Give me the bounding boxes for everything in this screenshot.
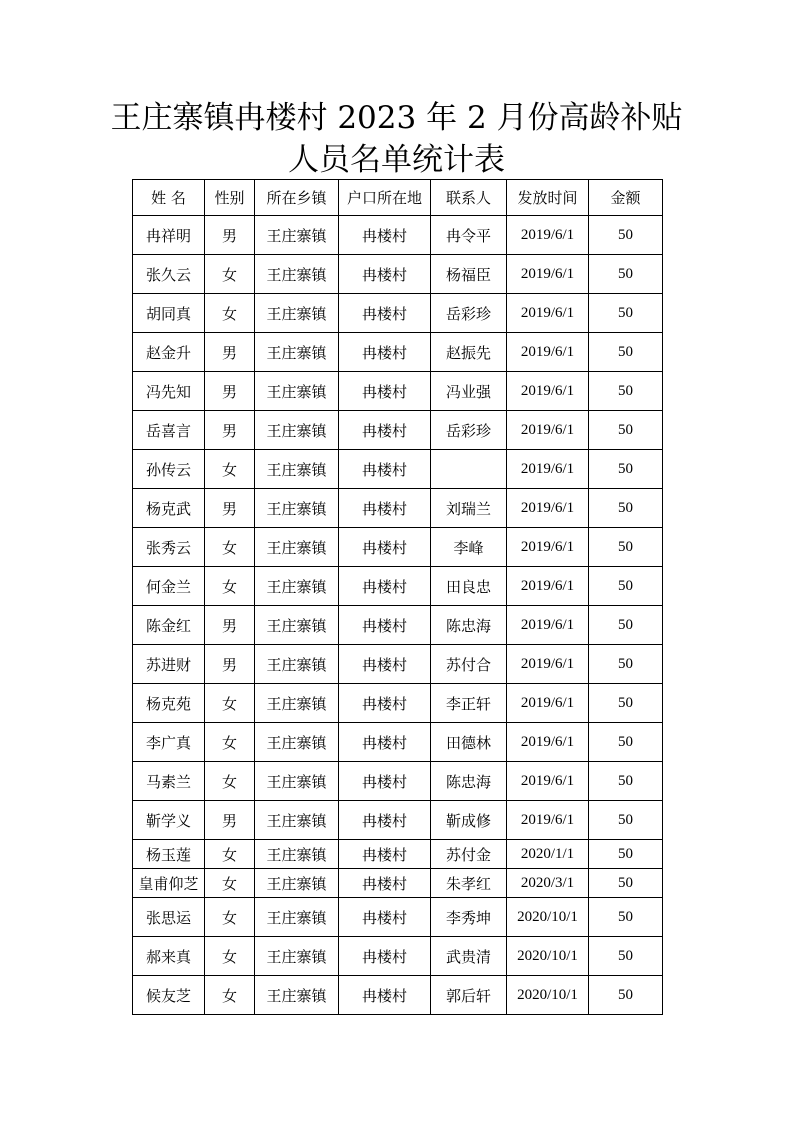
cell-contact-person: 岳彩珍 (431, 411, 507, 450)
cell-amount: 50 (589, 801, 663, 840)
cell-contact-person: 朱孝红 (431, 869, 507, 898)
cell-issue-date: 2019/6/1 (507, 372, 589, 411)
cell-township: 王庄寨镇 (255, 801, 339, 840)
cell-township: 王庄寨镇 (255, 450, 339, 489)
cell-gender: 女 (205, 840, 255, 869)
cell-amount: 50 (589, 762, 663, 801)
cell-contact-person: 李秀坤 (431, 898, 507, 937)
cell-amount: 50 (589, 333, 663, 372)
cell-amount: 50 (589, 937, 663, 976)
cell-gender: 女 (205, 937, 255, 976)
table-row (133, 645, 663, 684)
cell-issue-date: 2019/6/1 (507, 411, 589, 450)
cell-township: 王庄寨镇 (255, 294, 339, 333)
cell-gender: 男 (205, 372, 255, 411)
cell-household-registration: 冉楼村 (339, 294, 431, 333)
table-row (133, 869, 663, 898)
cell-name: 杨玉莲 (133, 840, 205, 869)
cell-contact-person: 苏付合 (431, 645, 507, 684)
cell-household-registration: 冉楼村 (339, 869, 431, 898)
cell-contact-person: 岳彩珍 (431, 294, 507, 333)
cell-amount: 50 (589, 645, 663, 684)
cell-gender: 女 (205, 869, 255, 898)
cell-household-registration: 冉楼村 (339, 216, 431, 255)
table-row (133, 216, 663, 255)
cell-gender: 男 (205, 216, 255, 255)
cell-household-registration: 冉楼村 (339, 372, 431, 411)
cell-township: 王庄寨镇 (255, 411, 339, 450)
cell-amount: 50 (589, 869, 663, 898)
cell-name: 杨克苑 (133, 684, 205, 723)
cell-contact-person: 郭后轩 (431, 976, 507, 1015)
header-household-registration: 户口所在地 (339, 180, 431, 216)
cell-contact-person: 赵振先 (431, 333, 507, 372)
cell-gender: 女 (205, 762, 255, 801)
cell-household-registration: 冉楼村 (339, 976, 431, 1015)
cell-contact-person: 陈忠海 (431, 606, 507, 645)
cell-amount: 50 (589, 976, 663, 1015)
cell-amount: 50 (589, 840, 663, 869)
cell-amount: 50 (589, 723, 663, 762)
cell-gender: 女 (205, 684, 255, 723)
table-row (133, 333, 663, 372)
cell-issue-date: 2019/6/1 (507, 489, 589, 528)
table-row (133, 450, 663, 489)
cell-issue-date: 2020/10/1 (507, 898, 589, 937)
cell-household-registration: 冉楼村 (339, 489, 431, 528)
cell-gender: 男 (205, 333, 255, 372)
cell-name: 岳喜言 (133, 411, 205, 450)
table-row (133, 762, 663, 801)
cell-gender: 男 (205, 801, 255, 840)
cell-name: 马素兰 (133, 762, 205, 801)
cell-household-registration: 冉楼村 (339, 801, 431, 840)
document-title-line-1: 王庄寨镇冉楼村 2023 年 2 月份高龄补贴 (110, 100, 683, 136)
table-row (133, 723, 663, 762)
cell-name: 杨克武 (133, 489, 205, 528)
cell-amount: 50 (589, 450, 663, 489)
cell-amount: 50 (589, 567, 663, 606)
table-row (133, 567, 663, 606)
table-row (133, 976, 663, 1015)
cell-household-registration: 冉楼村 (339, 762, 431, 801)
cell-amount: 50 (589, 255, 663, 294)
cell-gender: 女 (205, 976, 255, 1015)
table-row (133, 606, 663, 645)
cell-issue-date: 2019/6/1 (507, 645, 589, 684)
cell-household-registration: 冉楼村 (339, 450, 431, 489)
cell-contact-person: 田良忠 (431, 567, 507, 606)
cell-township: 王庄寨镇 (255, 645, 339, 684)
cell-issue-date: 2020/3/1 (507, 869, 589, 898)
cell-household-registration: 冉楼村 (339, 684, 431, 723)
table-row (133, 294, 663, 333)
table-row (133, 372, 663, 411)
cell-household-registration: 冉楼村 (339, 606, 431, 645)
table-row (133, 898, 663, 937)
cell-issue-date: 2019/6/1 (507, 801, 589, 840)
table-row (133, 489, 663, 528)
table-row (133, 411, 663, 450)
cell-household-registration: 冉楼村 (339, 411, 431, 450)
cell-name: 孙传云 (133, 450, 205, 489)
table-header-row (133, 180, 663, 216)
subsidy-roster-table (132, 179, 663, 1015)
cell-household-registration: 冉楼村 (339, 840, 431, 869)
cell-name: 张思运 (133, 898, 205, 937)
cell-household-registration: 冉楼村 (339, 898, 431, 937)
cell-amount: 50 (589, 528, 663, 567)
cell-household-registration: 冉楼村 (339, 723, 431, 762)
cell-gender: 男 (205, 645, 255, 684)
cell-amount: 50 (589, 372, 663, 411)
cell-gender: 女 (205, 255, 255, 294)
cell-contact-person: 靳成修 (431, 801, 507, 840)
cell-issue-date: 2020/1/1 (507, 840, 589, 869)
cell-amount: 50 (589, 898, 663, 937)
cell-contact-person: 陈忠海 (431, 762, 507, 801)
cell-gender: 女 (205, 528, 255, 567)
cell-name: 李广真 (133, 723, 205, 762)
header-township: 所在乡镇 (255, 180, 339, 216)
table-row (133, 684, 663, 723)
cell-household-registration: 冉楼村 (339, 255, 431, 294)
cell-township: 王庄寨镇 (255, 216, 339, 255)
cell-name: 苏进财 (133, 645, 205, 684)
cell-name: 张秀云 (133, 528, 205, 567)
cell-township: 王庄寨镇 (255, 840, 339, 869)
cell-household-registration: 冉楼村 (339, 528, 431, 567)
header-issue-date: 发放时间 (507, 180, 589, 216)
cell-household-registration: 冉楼村 (339, 645, 431, 684)
cell-name: 胡同真 (133, 294, 205, 333)
table-row (133, 801, 663, 840)
cell-township: 王庄寨镇 (255, 684, 339, 723)
cell-issue-date: 2020/10/1 (507, 976, 589, 1015)
cell-contact-person: 刘瑞兰 (431, 489, 507, 528)
cell-contact-person: 苏付金 (431, 840, 507, 869)
cell-gender: 女 (205, 294, 255, 333)
cell-name: 皇甫仰芝 (133, 869, 205, 898)
cell-gender: 女 (205, 723, 255, 762)
cell-amount: 50 (589, 294, 663, 333)
cell-gender: 男 (205, 606, 255, 645)
cell-township: 王庄寨镇 (255, 762, 339, 801)
cell-township: 王庄寨镇 (255, 606, 339, 645)
header-amount: 金额 (589, 180, 663, 216)
cell-gender: 女 (205, 450, 255, 489)
cell-gender: 男 (205, 411, 255, 450)
cell-issue-date: 2019/6/1 (507, 567, 589, 606)
cell-issue-date: 2019/6/1 (507, 684, 589, 723)
cell-issue-date: 2020/10/1 (507, 937, 589, 976)
cell-issue-date: 2019/6/1 (507, 528, 589, 567)
header-name: 姓 名 (133, 180, 205, 216)
cell-township: 王庄寨镇 (255, 937, 339, 976)
cell-township: 王庄寨镇 (255, 372, 339, 411)
cell-contact-person: 杨福臣 (431, 255, 507, 294)
cell-issue-date: 2019/6/1 (507, 450, 589, 489)
cell-issue-date: 2019/6/1 (507, 294, 589, 333)
cell-contact-person: 李峰 (431, 528, 507, 567)
cell-contact-person (431, 450, 507, 489)
cell-amount: 50 (589, 411, 663, 450)
table-row (133, 840, 663, 869)
cell-name: 郝来真 (133, 937, 205, 976)
cell-contact-person: 田德林 (431, 723, 507, 762)
table-body (133, 216, 663, 1015)
cell-contact-person: 李正轩 (431, 684, 507, 723)
document-title-line-2: 人员名单统计表 (288, 142, 505, 178)
cell-household-registration: 冉楼村 (339, 937, 431, 976)
cell-name: 何金兰 (133, 567, 205, 606)
cell-household-registration: 冉楼村 (339, 567, 431, 606)
cell-gender: 女 (205, 567, 255, 606)
cell-township: 王庄寨镇 (255, 723, 339, 762)
cell-issue-date: 2019/6/1 (507, 216, 589, 255)
cell-issue-date: 2019/6/1 (507, 762, 589, 801)
cell-issue-date: 2019/6/1 (507, 333, 589, 372)
table-row (133, 255, 663, 294)
cell-household-registration: 冉楼村 (339, 333, 431, 372)
cell-contact-person: 冉令平 (431, 216, 507, 255)
cell-issue-date: 2019/6/1 (507, 606, 589, 645)
cell-township: 王庄寨镇 (255, 528, 339, 567)
header-contact-person: 联系人 (431, 180, 507, 216)
cell-issue-date: 2019/6/1 (507, 723, 589, 762)
table-row (133, 937, 663, 976)
cell-name: 张久云 (133, 255, 205, 294)
cell-name: 冯先知 (133, 372, 205, 411)
table-row (133, 528, 663, 567)
cell-township: 王庄寨镇 (255, 567, 339, 606)
cell-gender: 男 (205, 489, 255, 528)
cell-name: 赵金升 (133, 333, 205, 372)
cell-amount: 50 (589, 216, 663, 255)
cell-name: 靳学义 (133, 801, 205, 840)
cell-gender: 女 (205, 898, 255, 937)
cell-township: 王庄寨镇 (255, 255, 339, 294)
header-gender: 性别 (205, 180, 255, 216)
cell-name: 候友芝 (133, 976, 205, 1015)
cell-contact-person: 冯业强 (431, 372, 507, 411)
cell-township: 王庄寨镇 (255, 898, 339, 937)
cell-township: 王庄寨镇 (255, 976, 339, 1015)
cell-contact-person: 武贵清 (431, 937, 507, 976)
cell-township: 王庄寨镇 (255, 869, 339, 898)
cell-amount: 50 (589, 489, 663, 528)
cell-township: 王庄寨镇 (255, 489, 339, 528)
cell-name: 陈金红 (133, 606, 205, 645)
cell-issue-date: 2019/6/1 (507, 255, 589, 294)
cell-amount: 50 (589, 684, 663, 723)
cell-amount: 50 (589, 606, 663, 645)
cell-township: 王庄寨镇 (255, 333, 339, 372)
cell-name: 冉祥明 (133, 216, 205, 255)
